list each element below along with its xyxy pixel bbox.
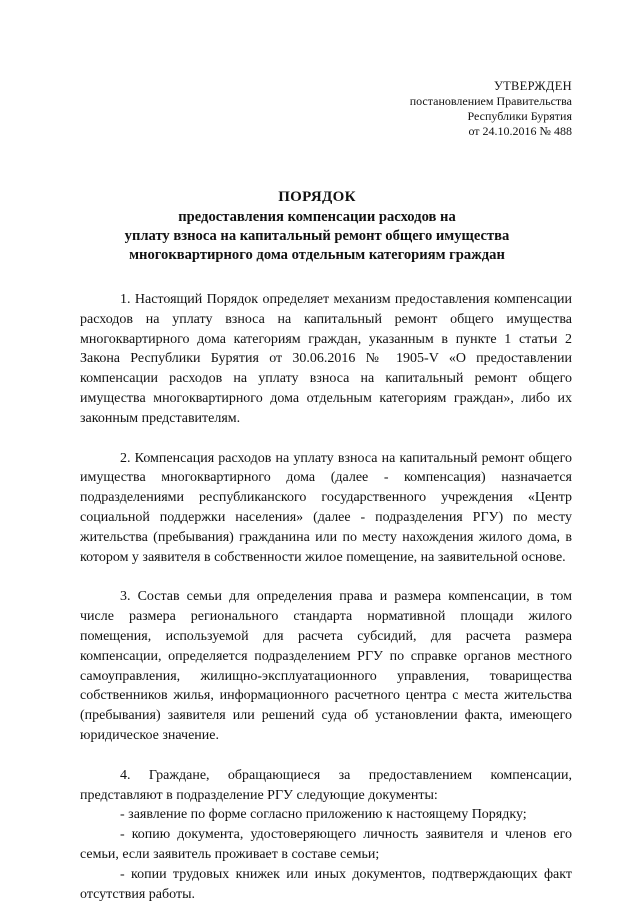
document-subtitle-line: предоставления компенсации расходов на (178, 209, 456, 225)
approval-title: УТВЕРЖДЕН (493, 79, 572, 93)
approval-stamp (410, 79, 572, 139)
document-heading (60, 188, 574, 265)
document-subtitle-line: уплату взноса на капитальный ремонт общего имущества (124, 228, 510, 244)
approval-line: постановлением Правительства (409, 94, 572, 108)
document-body (80, 290, 572, 904)
approval-date: от 24.10.2016 № 488 (468, 124, 572, 138)
document-title: ПОРЯДОК (278, 189, 356, 205)
paragraph-3: 3. Состав семьи для определения права и размера компенсации, в том числе размера регионального стандарта нормативной площади жилого помещения, используемой для расчета субсидий, для расчета размера компенсации, определяется подразделением РГУ по справке органов местного самоуправления, жилищно-эксплуатационного управления, товарищества собственников жилья, информационного расчетного центра с места жительства (пребывания) заявителя или решений суда об установлении факта, имеющего юридическое значение. (80, 589, 572, 743)
paragraph-1: 1. Настоящий Порядок определяет механизм предоставления компенсации расходов на уплату взноса на капитальный ремонт общего имущества многоквартирного дома категориям граждан, указанным в пункте 1 статьи 2 Закона Республики Бурятия от 30.06.2016 № 1905-V «О предоставлении компенсации расходов на уплату взноса на капитальный ремонт общего имущества многоквартирного дома отдельным категориям граждан», либо их законным представителям. (80, 292, 572, 426)
paragraph-4: 4. Граждане, обращающиеся за предоставлением компенсации, представляют в подразделение РГУ следующие документы: (80, 767, 572, 803)
paragraph-2: 2. Компенсация расходов на уплату взноса на капитальный ремонт общего имущества многоквартирного дома (далее - компенсация) назначается подразделениями республиканского государственного учреждения «Центр социальной поддержки населения» (далее - подразделения РГУ) по месту жительства (пребывания) гражданина или по месту нахождения жилого дома, в котором у заявителя в собственности жилое помещение, на заявительной основе. (80, 450, 572, 565)
approval-line: Республики Бурятия (467, 109, 572, 123)
document-subtitle-line: многоквартирного дома отдельным категориям граждан (129, 247, 505, 263)
list-item: - заявление по форме согласно приложению к настоящему Порядку; (120, 807, 527, 823)
list-item: - копии трудовых книжек или иных документов, подтверждающих факт отсутствия работы. (80, 866, 572, 902)
list-item: - копию документа, удостоверяющего личность заявителя и членов его семьи, если заявитель проживает в составе семьи; (80, 827, 572, 862)
